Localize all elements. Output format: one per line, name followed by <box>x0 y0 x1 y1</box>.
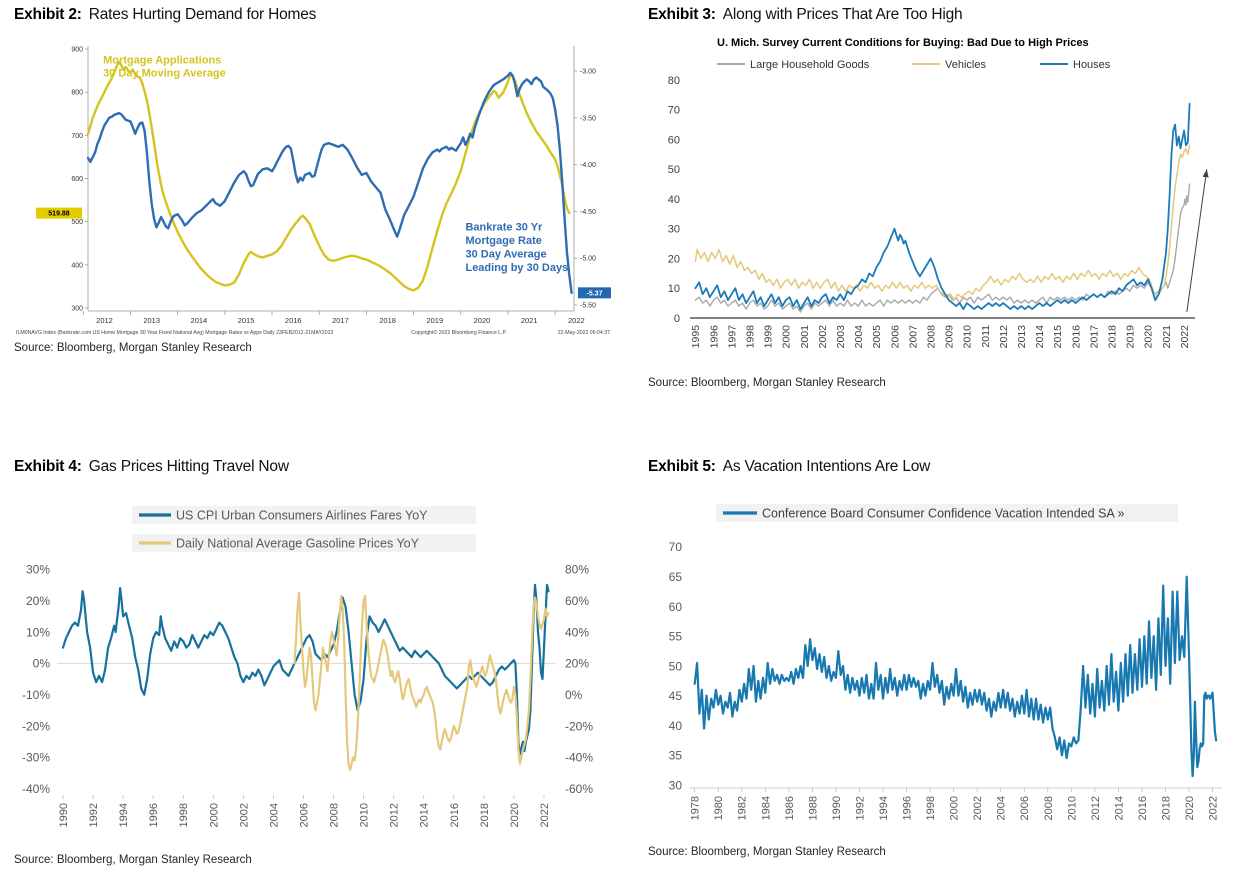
legend-label-airlines-fares: US CPI Urban Consumers Airlines Fares YoY <box>176 508 428 523</box>
x-axis-tick-label: 2019 <box>1124 325 1137 349</box>
y-axis-tick-label: 500 <box>71 219 83 227</box>
exhibit-3-chart <box>648 30 1240 375</box>
x-axis-tick-label: 1980 <box>713 796 726 821</box>
exhibit-2-source: Source: Bloomberg, Morgan Stanley Research <box>14 342 252 354</box>
x-axis-tick-label: 2017 <box>1088 325 1101 349</box>
x-axis-tick-label: 1994 <box>877 796 890 821</box>
y-axis-tick-label: 0% <box>565 687 583 702</box>
x-axis-tick-label: 2015 <box>1052 325 1065 349</box>
x-axis-tick-label: 2019 <box>426 316 444 325</box>
chart-annotation: Leading by 30 Days <box>465 261 569 274</box>
series-line-vehicles <box>695 145 1189 300</box>
x-axis-tick-label: 1992 <box>854 796 867 821</box>
x-axis-tick-label: 2006 <box>889 325 902 349</box>
x-axis-tick-label: 2002 <box>816 325 829 349</box>
exhibit-3-source: Source: Bloomberg, Morgan Stanley Research <box>648 377 886 389</box>
y-axis-tick-label: 20% <box>25 593 50 608</box>
y-axis-tick-label: 300 <box>71 305 83 313</box>
x-axis-tick-label: 2008 <box>1042 796 1055 821</box>
x-axis-tick-label: 1986 <box>783 796 796 821</box>
y-axis-tick-label: 10 <box>667 283 680 296</box>
x-axis-tick-label: 2020 <box>1142 325 1155 349</box>
x-axis-tick-label: 2009 <box>943 325 956 349</box>
x-axis-tick-label: 1995 <box>690 325 703 349</box>
y-axis-tick-label: 80 <box>667 74 680 87</box>
chart-annotation: Bankrate 30 Yr <box>465 221 543 234</box>
y-axis-tick-label: -3.50 <box>580 115 596 123</box>
y-axis-tick-label: 45 <box>668 689 682 704</box>
x-axis-tick-label: 1996 <box>708 325 721 349</box>
x-axis-tick-label: 2013 <box>1016 325 1029 349</box>
y-axis-tick-label: -40% <box>21 782 50 797</box>
y-axis-tick-label: 60 <box>667 134 680 147</box>
y-axis-tick-label: 40 <box>668 718 682 733</box>
chart-annotation: Mortgage Rate <box>465 234 542 247</box>
x-axis-tick-label: 2021 <box>520 316 538 325</box>
chart-inner-title: U. Mich. Survey Current Conditions for Buying: Bad Due to High Prices <box>717 37 1089 49</box>
exhibit-5-title: As Vacation Intentions Are Low <box>722 458 931 475</box>
x-axis-tick-label: 2016 <box>448 803 461 828</box>
exhibit-4-chart <box>14 484 614 852</box>
exhibit-2-chart <box>14 30 614 340</box>
x-axis-tick-label: 1988 <box>807 796 820 821</box>
exhibit-2-title: Rates Hurting Demand for Homes <box>88 6 317 23</box>
chart-annotation: Mortgage Applications <box>103 54 222 67</box>
exhibit-4-title: Gas Prices Hitting Travel Now <box>88 458 289 475</box>
y-axis-tick-label: 20 <box>667 253 680 266</box>
x-axis-tick-label: 2006 <box>298 803 311 828</box>
y-axis-tick-label: -30% <box>21 750 50 765</box>
x-axis-tick-label: 2017 <box>332 316 349 325</box>
exhibit-5-source: Source: Bloomberg, Morgan Stanley Research <box>648 846 886 858</box>
axis-value-tag-text: 519.88 <box>48 210 70 218</box>
x-axis-tick-label: 2020 <box>508 803 521 828</box>
y-axis-tick-label: 65 <box>668 570 682 585</box>
y-axis-tick-label: -10% <box>21 687 50 702</box>
y-axis-tick-label: 400 <box>71 262 83 270</box>
y-axis-tick-label: -5.50 <box>580 302 596 310</box>
exhibit-4-label: Exhibit 4: <box>14 458 82 475</box>
x-axis-tick-label: 2014 <box>1113 796 1126 821</box>
y-axis-tick-label: 0 <box>673 312 680 325</box>
legend-label-vacation-intended: Conference Board Consumer Confidence Vacation Intended SA » <box>762 506 1125 521</box>
y-axis-tick-label: -60% <box>565 782 594 797</box>
y-axis-tick-label: 50 <box>667 164 680 177</box>
x-axis-tick-label: 1997 <box>726 325 739 349</box>
x-axis-tick-label: 2012 <box>96 316 113 325</box>
x-axis-tick-label: 2016 <box>1070 325 1083 349</box>
y-axis-tick-label: 70 <box>667 104 680 117</box>
trend-arrow-head <box>1203 169 1209 177</box>
x-axis-tick-label: 2000 <box>208 803 221 828</box>
x-axis-tick-label: 2022 <box>538 803 551 828</box>
x-axis-tick-label: 2008 <box>925 325 938 349</box>
exhibit-2-panel <box>14 6 614 354</box>
y-axis-tick-label: 40 <box>667 193 680 206</box>
y-axis-tick-label: 60 <box>668 599 682 614</box>
x-axis-tick-label: 2004 <box>268 803 281 828</box>
x-axis-tick-label: 2014 <box>1034 325 1047 349</box>
exhibit-2-heading <box>14 6 614 24</box>
y-axis-tick-label: -20% <box>565 719 594 734</box>
y-axis-tick-label: -20% <box>21 719 50 734</box>
y-axis-tick-label: 600 <box>71 176 83 184</box>
x-axis-tick-label: 1998 <box>178 803 191 828</box>
y-axis-tick-label: 55 <box>668 629 682 644</box>
chart-footnote: ILM0NAVG Index (Bankrate.com US Home Mortgage 30 Year Fixed National Avg) Mortgage Rates vs Apps Daily 23FEB2012-21MAY2022 <box>16 330 334 336</box>
exhibit-3-heading <box>648 6 1240 24</box>
y-axis-tick-label: 70 <box>668 540 682 555</box>
y-axis-tick-label: -40% <box>565 750 594 765</box>
x-axis-tick-label: 2000 <box>948 796 961 821</box>
x-axis-tick-label: 1996 <box>901 796 914 821</box>
y-axis-tick-label: 10% <box>25 625 50 640</box>
x-axis-tick-label: 1996 <box>148 803 161 828</box>
y-axis-tick-label: 50 <box>668 659 682 674</box>
exhibit-3-label: Exhibit 3: <box>648 6 716 23</box>
trend-arrow-line <box>1187 169 1207 312</box>
chart-footnote: Copyright© 2022 Bloomberg Finance L.P. <box>411 330 507 336</box>
y-axis-tick-label: -4.00 <box>580 162 596 170</box>
legend-label-vehicles: Vehicles <box>945 58 986 71</box>
x-axis-tick-label: 2000 <box>780 325 793 349</box>
x-axis-tick-label: 2001 <box>798 325 811 349</box>
x-axis-tick-label: 1994 <box>118 803 131 828</box>
chart-annotation: 30 Day Moving Average <box>103 67 226 80</box>
x-axis-tick-label: 2016 <box>1136 796 1149 821</box>
x-axis-tick-label: 2010 <box>1066 796 1079 821</box>
exhibit-3-title: Along with Prices That Are Too High <box>722 6 963 23</box>
x-axis-tick-label: 2013 <box>143 316 161 325</box>
x-axis-tick-label: 2002 <box>238 803 251 828</box>
x-axis-tick-label: 2014 <box>190 316 208 325</box>
series-line-houses <box>695 104 1189 309</box>
exhibit-5-heading <box>648 458 1240 476</box>
exhibit-5-label: Exhibit 5: <box>648 458 716 475</box>
x-axis-tick-label: 1998 <box>744 325 757 349</box>
x-axis-tick-label: 1982 <box>736 796 749 821</box>
x-axis-tick-label: 2015 <box>237 316 255 325</box>
y-axis-tick-label: 800 <box>71 89 83 97</box>
x-axis-tick-label: 2018 <box>379 316 396 325</box>
x-axis-tick-label: 2010 <box>961 325 974 349</box>
x-axis-tick-label: 2011 <box>979 325 992 348</box>
x-axis-tick-label: 1990 <box>57 803 70 828</box>
x-axis-tick-label: 1978 <box>689 796 702 821</box>
series-line-gasoline-prices <box>295 593 549 770</box>
x-axis-tick-label: 2021 <box>1160 325 1173 349</box>
y-axis-tick-label: 0% <box>32 656 50 671</box>
y-axis-tick-label: 60% <box>565 593 590 608</box>
x-axis-tick-label: 2012 <box>1089 796 1102 821</box>
x-axis-tick-label: 2018 <box>1160 796 1173 821</box>
x-axis-tick-label: 2014 <box>418 803 431 828</box>
x-axis-tick-label: 1999 <box>762 325 775 349</box>
legend-label-gasoline-prices: Daily National Average Gasoline Prices YoY <box>176 536 419 551</box>
x-axis-tick-label: 2018 <box>478 803 491 828</box>
exhibit-5-chart <box>648 484 1240 844</box>
x-axis-tick-label: 2004 <box>995 796 1008 821</box>
chart-footnote: 22-May-2022 06:04:37 <box>557 330 610 336</box>
x-axis-tick-label: 2018 <box>1106 325 1119 349</box>
exhibit-4-source: Source: Bloomberg, Morgan Stanley Research <box>14 854 252 866</box>
x-axis-tick-label: 1990 <box>830 796 843 821</box>
x-axis-tick-label: 1984 <box>760 796 773 821</box>
exhibit-5-panel <box>648 458 1240 858</box>
legend-label-houses: Houses <box>1073 58 1111 71</box>
x-axis-tick-label: 1992 <box>88 803 101 828</box>
y-axis-tick-label: 900 <box>71 46 83 54</box>
legend-label-large-household-goods: Large Household Goods <box>750 58 870 71</box>
x-axis-tick-label: 2004 <box>853 325 866 349</box>
y-axis-tick-label: 20% <box>565 656 590 671</box>
x-axis-tick-label: 2007 <box>907 325 920 349</box>
x-axis-tick-label: 2022 <box>568 316 585 325</box>
exhibit-4-heading <box>14 458 614 476</box>
y-axis-tick-label: 30% <box>25 562 50 577</box>
y-axis-tick-label: -4.50 <box>580 208 596 216</box>
x-axis-tick-label: 2002 <box>972 796 985 821</box>
series-line-vacation-intended <box>695 577 1216 776</box>
x-axis-tick-label: 2020 <box>1184 796 1197 821</box>
x-axis-tick-label: 2010 <box>358 803 371 828</box>
x-axis-tick-label: 2020 <box>473 316 491 325</box>
exhibit-3-panel <box>648 6 1240 389</box>
exhibit-2-label: Exhibit 2: <box>14 6 82 23</box>
chart-annotation: 30 Day Average <box>465 248 547 261</box>
x-axis-tick-label: 2003 <box>835 325 848 349</box>
y-axis-tick-label: 40% <box>565 625 590 640</box>
x-axis-tick-label: 2008 <box>328 803 341 828</box>
y-axis-tick-label: 30 <box>668 778 682 793</box>
x-axis-tick-label: 2022 <box>1178 325 1191 349</box>
series-line-airlines-fares <box>63 585 549 754</box>
y-axis-tick-label: 80% <box>565 562 590 577</box>
axis-value-tag-text: -5.37 <box>586 290 603 298</box>
y-axis-tick-label: 700 <box>71 132 83 140</box>
exhibit-4-panel <box>14 458 614 866</box>
y-axis-tick-label: 35 <box>668 748 682 763</box>
x-axis-tick-label: 2012 <box>388 803 401 828</box>
x-axis-tick-label: 2016 <box>284 316 302 325</box>
x-axis-tick-label: 2005 <box>871 325 884 349</box>
y-axis-tick-label: -5.00 <box>580 255 596 263</box>
x-axis-tick-label: 2012 <box>997 325 1010 349</box>
y-axis-tick-label: 30 <box>667 223 680 236</box>
x-axis-tick-label: 1998 <box>925 796 938 821</box>
x-axis-tick-label: 2022 <box>1207 796 1220 821</box>
y-axis-tick-label: -3.00 <box>580 68 596 76</box>
x-axis-tick-label: 2006 <box>1019 796 1032 821</box>
